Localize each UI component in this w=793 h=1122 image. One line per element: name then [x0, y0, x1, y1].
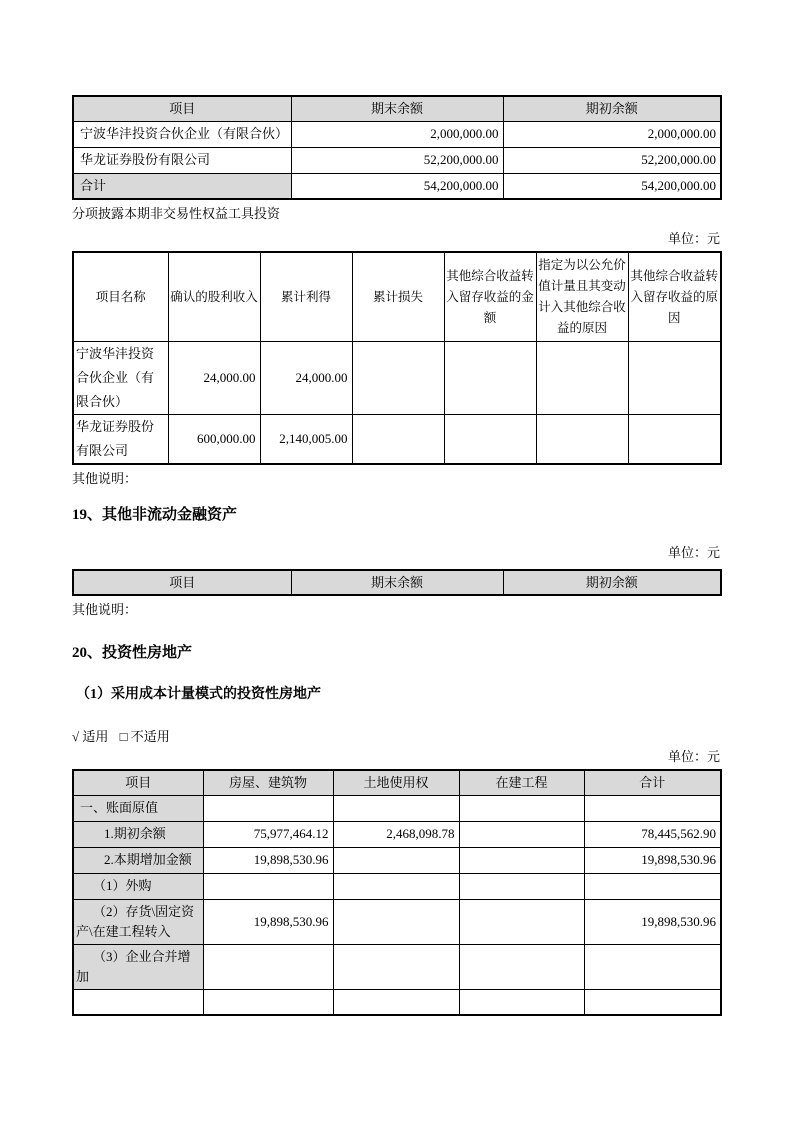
equity-investment-balance-table [72, 95, 722, 200]
land-use-rights-cell [333, 944, 459, 989]
table-row [73, 821, 721, 847]
column-header-construction-in-progress: 在建工程 [459, 770, 584, 795]
table-header-row [73, 252, 721, 342]
construction-in-progress-cell [459, 795, 584, 821]
fvtoci-reason-cell [536, 342, 628, 415]
row-label-cell: （3）企业合并增加 [73, 944, 203, 989]
item-name-cell: 宁波华沣投资合伙企业（有限合伙） [73, 342, 168, 415]
total-cell: 78,445,562.90 [584, 821, 721, 847]
item-name-cell: 华龙证券股份有限公司 [73, 415, 168, 465]
unit-label: 单位：元 [667, 749, 720, 764]
buildings-cell [203, 873, 333, 899]
column-header-opening-balance: 期初余额 [503, 570, 721, 595]
total-cell: 19,898,530.96 [584, 847, 721, 873]
cumulative-loss-cell [352, 415, 444, 465]
section-20-heading: 20、投资性房地产 [72, 645, 193, 661]
construction-in-progress-cell [459, 899, 584, 944]
column-header-item-name: 项目名称 [73, 252, 168, 342]
unit-label: 单位：元 [667, 545, 720, 560]
oci-to-retained-cell [444, 342, 536, 415]
total-label-cell: 合计 [73, 173, 291, 199]
construction-in-progress-cell [459, 821, 584, 847]
table-row [73, 415, 721, 465]
cumulative-gain-cell: 24,000.00 [260, 342, 352, 415]
row-label-cell: （2）存货\固定资产\在建工程转入 [73, 899, 203, 944]
row-label-cell [73, 989, 203, 1015]
other-note-label: 其他说明： [72, 602, 138, 617]
table-header-row [73, 770, 721, 795]
construction-in-progress-cell [459, 873, 584, 899]
row-label-cell: 一、账面原值 [73, 795, 203, 821]
table-row [73, 873, 721, 899]
buildings-cell [203, 795, 333, 821]
applicability-line [72, 728, 720, 745]
fvtoci-reason-cell [536, 415, 628, 465]
dividend-income-cell: 24,000.00 [168, 342, 260, 415]
construction-in-progress-cell [459, 847, 584, 873]
row-label-cell: （1）外购 [73, 873, 203, 899]
column-header-item: 项目 [73, 96, 291, 121]
row-label-cell: 2.本期增加金额 [73, 847, 203, 873]
table-row [73, 795, 721, 821]
closing-balance-cell: 2,000,000.00 [291, 121, 503, 147]
column-header-oci-to-retained: 其他综合收益转入留存收益的金额 [444, 252, 536, 342]
buildings-cell: 19,898,530.96 [203, 899, 333, 944]
section-20-1-subheading: （1）采用成本计量模式的投资性房地产 [76, 687, 321, 702]
section-19-heading: 19、其他非流动金融资产 [72, 507, 238, 523]
other-note-label: 其他说明： [72, 471, 138, 486]
column-header-oci-transfer-reason: 其他综合收益转入留存收益的原因 [628, 252, 721, 342]
table-row [73, 121, 721, 147]
item-name-cell: 宁波华沣投资合伙企业（有限合伙） [73, 121, 291, 147]
total-cell [584, 873, 721, 899]
unit-label: 单位：元 [667, 231, 720, 246]
cumulative-gain-cell: 2,140,005.00 [260, 415, 352, 465]
total-row [73, 173, 721, 199]
land-use-rights-cell [333, 989, 459, 1015]
total-cell [584, 989, 721, 1015]
checkbox-not-applicable: □ 不适用 [119, 729, 170, 744]
investment-property-table [72, 769, 722, 1016]
other-noncurrent-financial-assets-table [72, 569, 722, 596]
cumulative-loss-cell [352, 342, 444, 415]
non-trading-equity-disclosure-table [72, 251, 722, 465]
row-label-cell: 1.期初余额 [73, 821, 203, 847]
column-header-dividend-income: 确认的股利收入 [168, 252, 260, 342]
total-cell [584, 795, 721, 821]
land-use-rights-cell [333, 795, 459, 821]
buildings-cell [203, 944, 333, 989]
table-row [73, 342, 721, 415]
oci-transfer-reason-cell [628, 415, 721, 465]
disclosure-note: 分项披露本期非交易性权益工具投资 [72, 206, 281, 221]
dividend-income-cell: 600,000.00 [168, 415, 260, 465]
column-header-cumulative-gain: 累计利得 [260, 252, 352, 342]
column-header-closing-balance: 期末余额 [291, 570, 503, 595]
buildings-cell [203, 989, 333, 1015]
column-header-fvtoci-reason: 指定为以公允价值计量且其变动计入其他综合收益的原因 [536, 252, 628, 342]
item-name-cell: 华龙证券股份有限公司 [73, 147, 291, 173]
buildings-cell: 75,977,464.12 [203, 821, 333, 847]
table-header-row [73, 96, 721, 121]
column-header-cumulative-loss: 累计损失 [352, 252, 444, 342]
land-use-rights-cell [333, 847, 459, 873]
land-use-rights-cell [333, 873, 459, 899]
construction-in-progress-cell [459, 989, 584, 1015]
column-header-total: 合计 [584, 770, 721, 795]
column-header-closing-balance: 期末余额 [291, 96, 503, 121]
opening-balance-cell: 2,000,000.00 [503, 121, 721, 147]
table-row [73, 899, 721, 944]
column-header-buildings: 房屋、建筑物 [203, 770, 333, 795]
oci-to-retained-cell [444, 415, 536, 465]
opening-balance-cell: 54,200,000.00 [503, 173, 721, 199]
construction-in-progress-cell [459, 944, 584, 989]
table-row [73, 847, 721, 873]
checkmark-applicable: √ 适用 [72, 729, 109, 744]
table-header-row [73, 570, 721, 595]
table-row [73, 147, 721, 173]
table-row [73, 989, 721, 1015]
column-header-land-use-rights: 土地使用权 [333, 770, 459, 795]
opening-balance-cell: 52,200,000.00 [503, 147, 721, 173]
column-header-item: 项目 [73, 570, 291, 595]
land-use-rights-cell [333, 899, 459, 944]
table-row [73, 944, 721, 989]
oci-transfer-reason-cell [628, 342, 721, 415]
buildings-cell: 19,898,530.96 [203, 847, 333, 873]
closing-balance-cell: 54,200,000.00 [291, 173, 503, 199]
column-header-opening-balance: 期初余额 [503, 96, 721, 121]
closing-balance-cell: 52,200,000.00 [291, 147, 503, 173]
total-cell [584, 944, 721, 989]
total-cell: 19,898,530.96 [584, 899, 721, 944]
land-use-rights-cell: 2,468,098.78 [333, 821, 459, 847]
column-header-item: 项目 [73, 770, 203, 795]
